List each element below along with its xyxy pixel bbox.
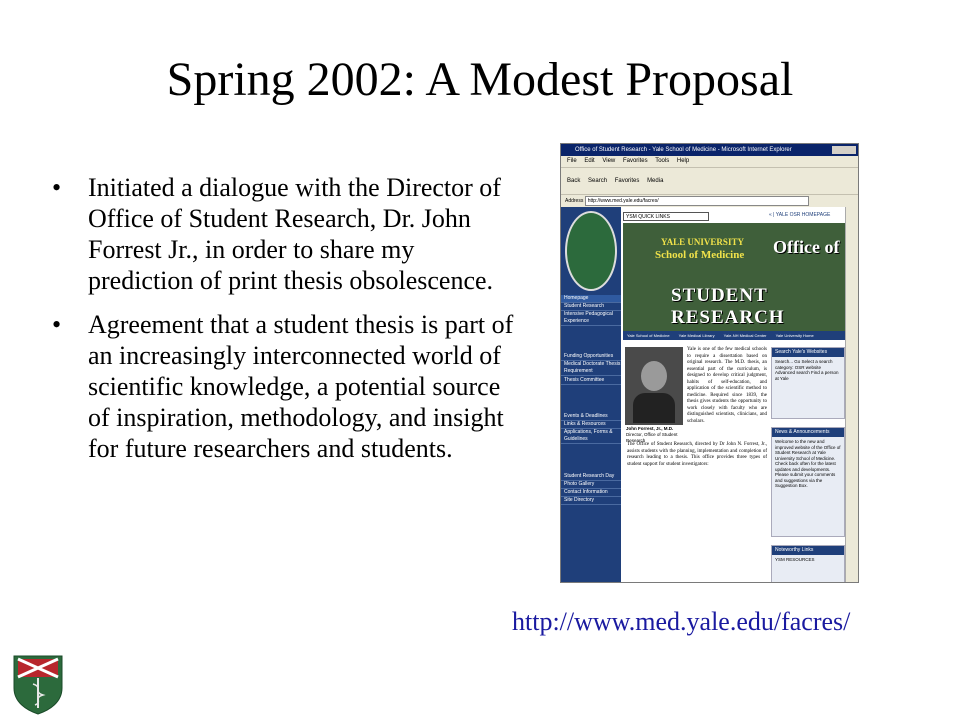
- banner-office: Office of: [773, 237, 840, 257]
- noteworthy-box: [771, 545, 845, 583]
- news-text: Welcome to the new and improved website of the Office of Student Research at Yale University School of Medicine. Check back often for the latest updates and developments. Please submit your comments and suggestions via the Suggestion Box.: [775, 439, 841, 488]
- nav-item-links[interactable]: Links & Resources: [561, 421, 621, 429]
- bullet-list: [48, 172, 518, 477]
- nav-item-thesis-requirement[interactable]: Medical Doctorate Thesis Requirement: [561, 361, 621, 376]
- menu-view[interactable]: View: [602, 158, 616, 164]
- address-label: Address: [565, 198, 584, 204]
- nav-item-research-day[interactable]: Student Research Day: [561, 473, 621, 481]
- bullet-text: Agreement that a student thesis is part of an increasingly interconnected world of scientific knowledge, a potential source of inspiration, methodology, and insight for future researchers and students.: [88, 310, 514, 463]
- director-suit-icon: [633, 393, 675, 423]
- caption-role: Director, Office of Student Research: [626, 432, 678, 443]
- nav-item-pedagogical[interactable]: Intensive Pedagogical Experience: [561, 311, 621, 326]
- browser-menu-bar: [561, 156, 858, 168]
- search-box: [771, 347, 845, 419]
- noteworthy-text[interactable]: YSM RESOURCES: [775, 557, 815, 562]
- window-controls-icon[interactable]: [832, 146, 856, 154]
- sublink-ysm[interactable]: Yale School of Medicine: [627, 333, 670, 338]
- menu-edit[interactable]: Edit: [584, 158, 595, 164]
- office-paragraph: The Office of Student Research, directed by Dr John N. Forrest, Jr., assists students with the planning, implementation and completion of research leading to a thesis. This office provides three types of student support for student investigators:: [627, 442, 767, 467]
- menu-favorites[interactable]: Favorites: [622, 158, 648, 164]
- news-box: [771, 427, 845, 537]
- left-navigation: [561, 207, 621, 582]
- nav-item-site-directory[interactable]: Site Directory: [561, 497, 621, 505]
- slide-title: Spring 2002: A Modest Proposal: [166, 53, 794, 106]
- menu-file[interactable]: File: [567, 158, 577, 164]
- site-banner: [623, 223, 845, 331]
- intro-paragraph: Yale is one of the few medical schools to require a dissertation based on original research. The M.D. thesis, an essential part of the curriculum, is designed to develop critical judgment, habits of self-education, and application of the scientific method to medicine. Required since 1839, the thesis gives students the opportunity to work closely with faculty who are distinguished scientists, clinicians, and scholars.: [687, 347, 767, 424]
- browser-scrollbar[interactable]: [845, 207, 858, 582]
- browser-title-bar: [561, 144, 858, 156]
- banner-university: YALE UNIVERSITY: [661, 237, 744, 247]
- nav-item-homepage[interactable]: Homepage: [561, 295, 621, 303]
- bullet-item: [48, 309, 518, 464]
- bullet-glyph: •: [52, 310, 62, 339]
- nav-item-contact[interactable]: Contact Information: [561, 489, 621, 497]
- noteworthy-title: Noteworthy Links: [772, 546, 844, 555]
- bullet-item: [48, 172, 518, 296]
- director-face-icon: [641, 361, 667, 391]
- browser-window-title: Office of Student Research - Yale School of Medicine - Microsoft Internet Explorer: [575, 147, 792, 153]
- sublink-library[interactable]: Yale Medical Library: [678, 333, 715, 338]
- nav-item-funding[interactable]: Funding Opportunities: [561, 353, 621, 361]
- favorites-button[interactable]: Favorites: [614, 178, 640, 184]
- menu-tools[interactable]: Tools: [655, 158, 670, 164]
- search-button[interactable]: Search: [588, 178, 608, 184]
- nav-item-student-research[interactable]: Student Research: [561, 303, 621, 311]
- nav-item-thesis-committee[interactable]: Thesis Committee: [561, 377, 621, 385]
- director-photo: [625, 347, 683, 443]
- nav-item-events[interactable]: Events & Deadlines: [561, 413, 621, 421]
- news-title: News & Announcements: [772, 428, 844, 437]
- menu-help[interactable]: Help: [676, 158, 690, 164]
- address-input[interactable]: http://www.med.yale.edu/facres/: [585, 196, 809, 206]
- site-url-link[interactable]: http://www.med.yale.edu/facres/: [512, 607, 851, 636]
- osr-homepage-link[interactable]: « | YALE OSR HOMEPAGE: [769, 212, 831, 218]
- yale-medicine-crest-icon: [565, 211, 617, 291]
- banner-sublinks: [623, 331, 845, 340]
- quick-links-select[interactable]: YSM QUICK LINKS: [623, 212, 709, 221]
- website-screenshot: [560, 143, 859, 583]
- sublink-ynhh[interactable]: Yale-NH Medical Center: [723, 333, 767, 338]
- banner-student-research: STUDENT RESEARCH: [671, 285, 785, 328]
- caption-name: John Forrest, Jr., M.D.: [626, 426, 674, 431]
- nav-item-photo-gallery[interactable]: Photo Gallery: [561, 481, 621, 489]
- nav-item-applications[interactable]: Applications, Forms & Guidelines: [561, 429, 621, 444]
- media-button[interactable]: Media: [647, 178, 664, 184]
- bullet-glyph: •: [52, 173, 62, 202]
- web-page: [561, 207, 846, 582]
- back-button[interactable]: Back: [567, 178, 581, 184]
- yale-medicine-shield-icon: [12, 654, 64, 716]
- banner-school: School of Medicine: [655, 249, 745, 261]
- sublink-yale[interactable]: Yale University Home: [775, 333, 814, 338]
- photo-caption: [625, 425, 683, 443]
- bullet-text: Initiated a dialogue with the Director of Office of Student Research, Dr. John Forrest Jr., in order to share my prediction of print thesis obsolescence.: [88, 173, 501, 295]
- search-box-text[interactable]: Search... Go Select a search category: OSR website Advanced search Find a person at Yale: [775, 359, 839, 381]
- browser-toolbar: [561, 168, 858, 195]
- search-box-title: Search Yale's Websites: [772, 348, 844, 357]
